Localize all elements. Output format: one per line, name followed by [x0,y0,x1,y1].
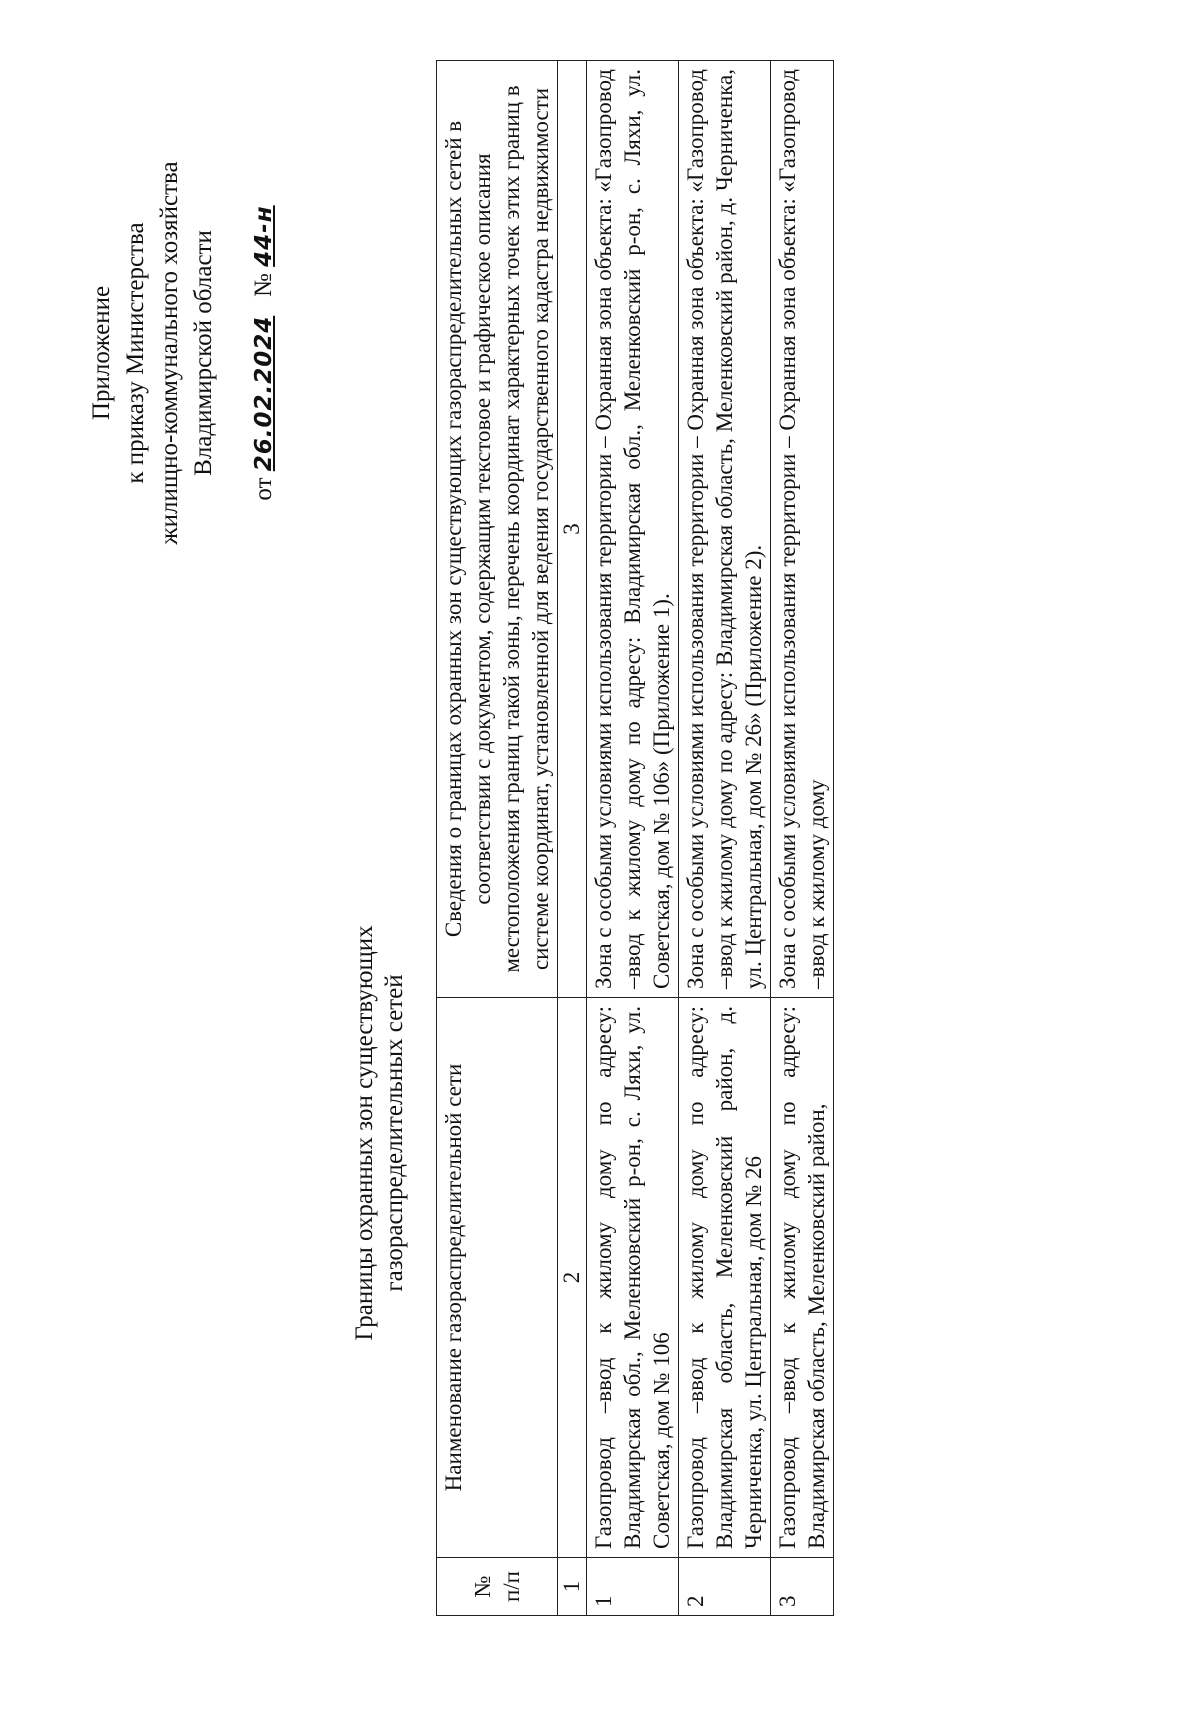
zone-info: Зона с особыми условиями использования территории – Охранная зона объекта: «Газопровод –ввод к жилому дому по адресу: Владимирская область, Меленковский район, д. Черниченка, ул. Центральная, дом № 26» (Приложение 2). [679,61,771,998]
col-number-3: 3 [558,61,587,998]
header-col-name: Наименование газораспределительной сети [437,998,558,1558]
row-number: 1 [587,1558,679,1616]
order-number: 44-н [251,205,277,267]
title-line-1: Границы охранных зон существующих [351,925,378,1341]
header-line: жилищно-коммунального хозяйства [156,161,183,545]
row-number: 2 [679,1558,771,1616]
network-name: Газопровод –ввод к жилому дому по адресу: Владимирская обл., Меленковский р-он, с. Ляхи, ул. Советская, дом № 106 [587,998,679,1558]
table-row [679,61,771,1616]
header-line: к приказу Министерства [122,222,149,484]
date-prefix: от [250,477,277,501]
zone-info: Зона с особыми условиями использования территории – Охранная зона объекта: «Газопровод –ввод к жилому дому по адресу: Владимирская обл., Меленковский р-он, с. Ляхи, ул. Советская, дом № 106» (Приложение 1). [587,61,679,998]
row-number: 3 [771,1558,834,1616]
zone-info: Зона с особыми условиями использования территории – Охранная зона объекта: «Газопровод –ввод к жилому дому [771,61,834,998]
col-number-1: 1 [558,1558,587,1616]
network-name: Газопровод –ввод к жилому дому по адресу: Владимирская область, Меленковский район, [771,998,834,1558]
title-line-2: газораспределительных сетей [381,974,408,1292]
document-title [350,683,410,1583]
table-row [587,61,679,1616]
header-col-info: Сведения о границах охранных зон существующих газораспределительных сетей в соответствии с документом, содержащим текстовое и графическое описания местоположения границ такой зоны, перечень координат характерных точек этих границ в системе координат, установленной для ведения государственного кадастра недвижимости [437,61,558,998]
network-name: Газопровод –ввод к жилому дому по адресу: Владимирская область, Меленковский район, д. Черниченка, ул. Центральная, дом № 26 [679,998,771,1558]
column-numbers-row [558,61,587,1616]
table-header-row [437,61,558,1616]
col-number-2: 2 [558,998,587,1558]
header-line: Приложение [88,285,115,421]
table-row [771,61,834,1616]
order-date: 26.02.2024 [251,315,277,472]
header-line: Владимирской области [190,230,217,476]
approval-header [85,73,281,633]
header-col-number: № п/п [437,1558,558,1616]
zones-table [436,60,834,1616]
number-prefix: № [250,273,277,297]
order-date-line [247,73,281,633]
